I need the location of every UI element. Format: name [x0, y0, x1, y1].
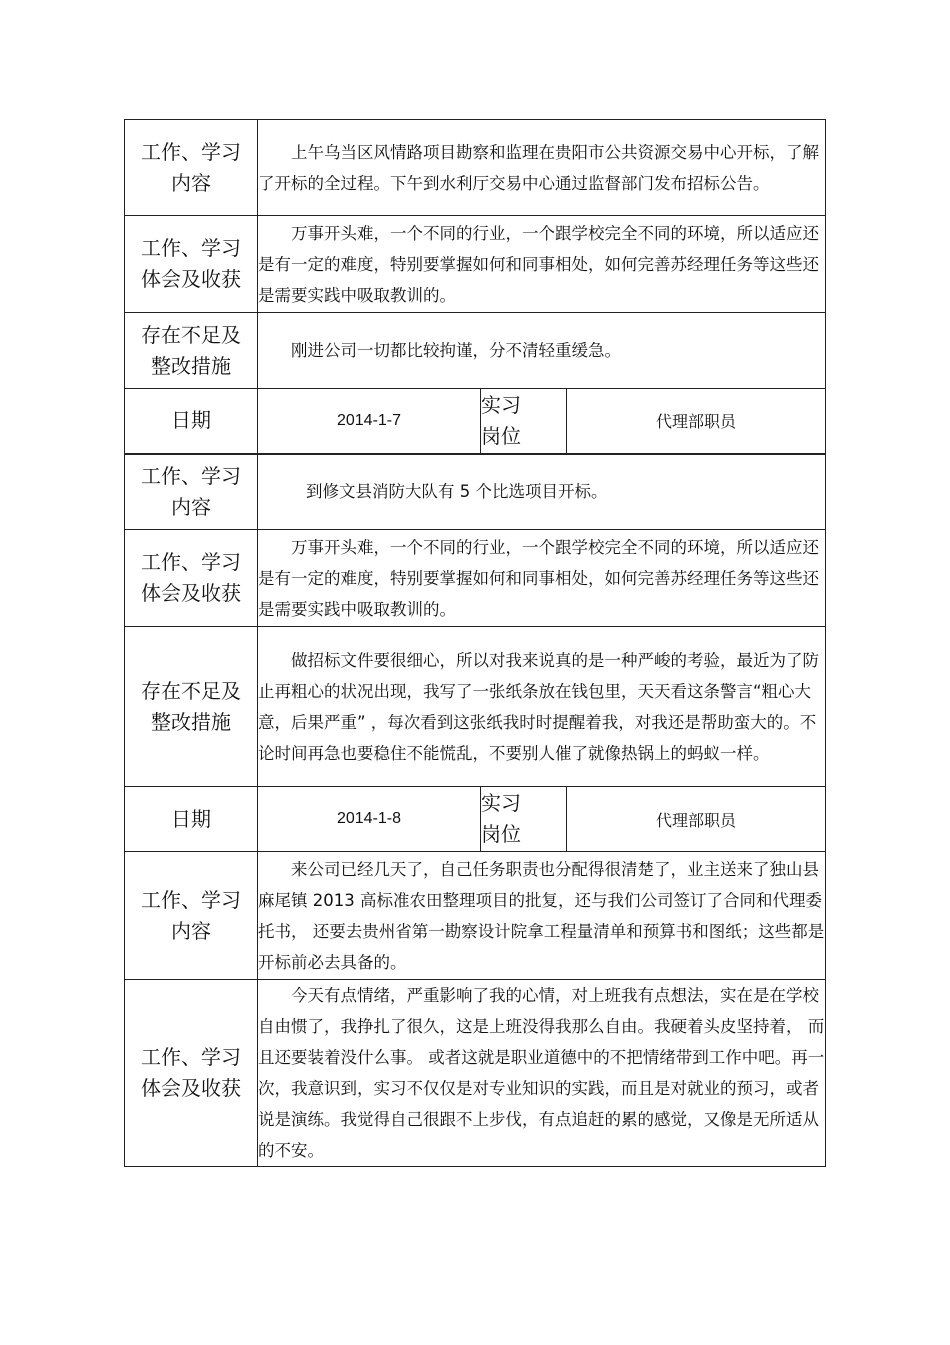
table-row [125, 980, 826, 1167]
experience-label: 工作、学习 体会及收获 [125, 216, 258, 313]
work-content-text: 来公司已经几天了，自己任务职责也分配得很清楚了，业主送来了独山县麻尾镇 2013 高标准农田整理项目的批复，还与我们公司签订了合同和代理委托书， 还要去贵州省第一勘察设计院拿工程量清单和预算书和图纸；这些都是开标前必去具备的。 [258, 859, 825, 972]
experience-text: 万事开头难，一个不同的行业，一个跟学校完全不同的环境，所以适应还是有一定的难度，特别要掌握如何和同事相处，如何完善苏经理任务等这些还是需要实践中吸取教训的。 [258, 223, 819, 305]
work-content-label: 工作、学习 内容 [125, 454, 258, 530]
table-row [125, 216, 826, 313]
internship-log-sheet [124, 119, 825, 1167]
work-content-text: 到修文县消防大队有 5 个比选项目开标。 [306, 482, 608, 502]
date-label: 日期 [125, 389, 258, 454]
experience-text: 今天有点情绪，严重影响了我的心情，对上班我有点想法，实在是在学校自由惯了，我挣扎了很久，这是上班没得我那么自由。我硬着头皮坚持着， 而且还要装着没什么事。 或者这就是职业道德中的不把情绪带到工作中吧。再一次，我意识到，实习不仅仅是对专业知识的实践，而且是对就业的预习，或者说是演练。我觉得自己很跟不上步伐，有点追赶的累的感觉，又像是无所适从的不安。 [258, 986, 825, 1160]
post-value: 代理部职员 [567, 389, 826, 454]
work-content-cell [258, 454, 826, 530]
post-label: 实习 岗位 [481, 389, 567, 454]
work-content-cell [258, 120, 826, 216]
date-value: 2014-1-8 [258, 787, 481, 852]
work-content-label: 工作、学习 内容 [125, 120, 258, 216]
experience-cell [258, 530, 826, 627]
table-row [125, 852, 826, 980]
post-label: 实习 岗位 [481, 787, 567, 852]
experience-cell [258, 216, 826, 313]
post-value: 代理部职员 [567, 787, 826, 852]
table-row [125, 313, 826, 389]
shortcomings-text: 刚进公司一切都比较拘谨，分不清轻重缓急。 [291, 341, 621, 360]
internship-log-table [124, 119, 826, 1167]
work-content-label: 工作、学习 内容 [125, 852, 258, 980]
date-row [125, 787, 826, 852]
experience-text: 万事开头难，一个不同的行业，一个跟学校完全不同的环境，所以适应还是有一定的难度，特别要掌握如何和同事相处，如何完善苏经理任务等这些还是需要实践中吸取教训的。 [258, 537, 819, 619]
experience-label: 工作、学习 体会及收获 [125, 980, 258, 1167]
date-value: 2014-1-7 [258, 389, 481, 454]
experience-label: 工作、学习 体会及收获 [125, 530, 258, 627]
date-label: 日期 [125, 787, 258, 852]
work-content-text: 上午乌当区风情路项目勘察和监理在贵阳市公共资源交易中心开标，了解了开标的全过程。下午到水利厅交易中心通过监督部门发布招标公告。 [258, 142, 819, 193]
table-row [125, 627, 826, 787]
date-row [125, 389, 826, 454]
shortcomings-label: 存在不足及 整改措施 [125, 313, 258, 389]
table-row [125, 120, 826, 216]
shortcomings-text: 做招标文件要很细心，所以对我来说真的是一种严峻的考验，最近为了防止再粗心的状况出现，我写了一张纸条放在钱包里，天天看这条警言“粗心大意，后果严重” ，每次看到这张纸我时时提醒着我，对我还是帮助蛮大的。不论时间再急也要稳住不能慌乱，不要别人催了就像热锅上的蚂蚁一样。 [258, 650, 819, 763]
shortcomings-cell [258, 627, 826, 787]
shortcomings-cell [258, 313, 826, 389]
table-row [125, 530, 826, 627]
table-row [125, 454, 826, 530]
experience-cell [258, 980, 826, 1167]
shortcomings-label: 存在不足及 整改措施 [125, 627, 258, 787]
work-content-cell [258, 852, 826, 980]
